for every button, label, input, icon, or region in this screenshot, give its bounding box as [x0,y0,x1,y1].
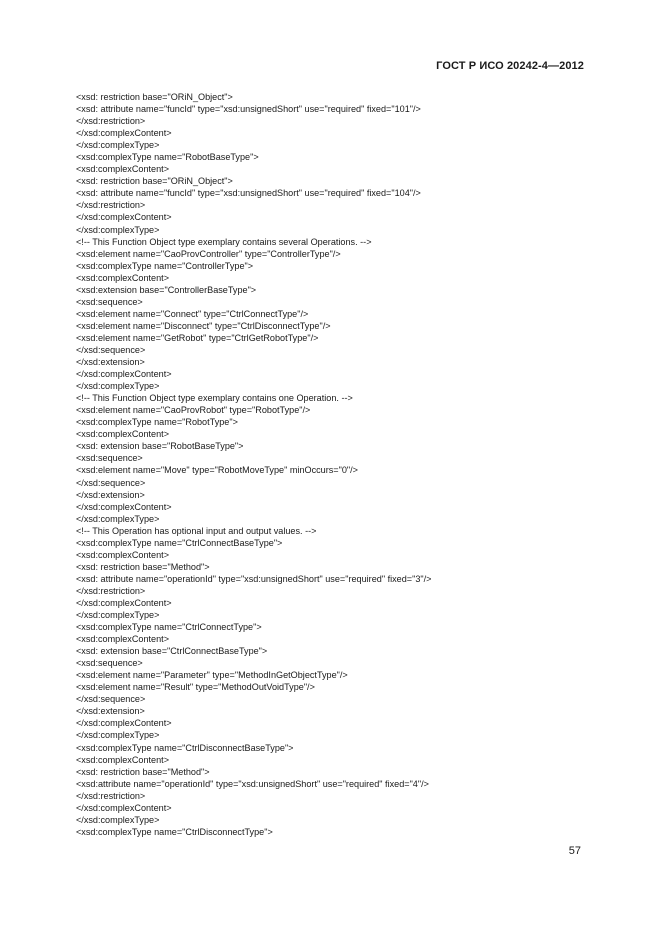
code-line: <xsd:complexType name="CtrlConnectBaseType"> [76,537,283,548]
code-line: <xsd:complexType name="ControllerType"> [76,260,254,271]
code-line: <xsd:element name="Connect" type="CtrlConnectType"/> [76,308,309,319]
code-line: </xsd:complexContent> [76,128,172,139]
code-line: </xsd:restriction> [76,585,146,596]
code-line: <xsd: restriction base="ORiN_Object"> [76,92,233,102]
code-line: <xsd:extension base="ControllerBaseType"> [76,284,257,295]
code-line: <xsd: attribute name="funcId" type="xsd:unsignedShort" use="required" fixed="104"/> [76,188,421,199]
code-line: </xsd:complexType> [76,381,160,392]
code-line: <xsd:complexType name="CtrlDisconnectType"> [76,826,273,837]
code-line: </xsd:sequence> [76,694,146,705]
code-line: <xsd:element name="Disconnect" type="CtrlDisconnectType"/> [76,320,331,331]
code-line: </xsd:complexContent> [76,597,172,608]
code-line: </xsd:complexType> [76,513,160,524]
code-line: </xsd:extension> [76,706,145,717]
code-line: </xsd:complexContent> [76,718,172,729]
code-line: <xsd:complexContent> [76,549,170,560]
code-line: </xsd:extension> [76,357,145,368]
xsd-code-listing [76,91,616,838]
code-line: </xsd:complexContent> [76,802,172,813]
code-line: <!-- This Function Object type exemplary contains several Operations. --> [76,236,372,247]
code-line: </xsd:complexType> [76,224,160,235]
code-line: <xsd:sequence> [76,296,143,307]
code-line: <xsd:element name="GetRobot" type="CtrlGetRobotType"/> [76,332,319,343]
code-line: <xsd:complexContent> [76,754,170,765]
code-line: <xsd:complexType name="CtrlConnectType"> [76,622,262,633]
code-line: <xsd: restriction base="Method"> [76,766,210,777]
code-line: <xsd:sequence> [76,453,143,464]
code-line: <xsd: restriction base="ORiN_Object"> [76,176,233,187]
document-header: ГОСТ Р ИСО 20242-4—2012 [436,60,584,72]
code-line: <xsd:element name="Move" type="RobotMoveType" minOccurs="0"/> [76,465,358,476]
code-line: <xsd:complexContent> [76,164,170,175]
code-line: </xsd:complexContent> [76,501,172,512]
code-line: <xsd:complexContent> [76,429,170,440]
code-line: <xsd: extension base="CtrlConnectBaseType"> [76,646,268,657]
code-line: </xsd:restriction> [76,790,146,801]
code-line: </xsd:restriction> [76,200,146,211]
code-line: </xsd:sequence> [76,477,146,488]
code-line: <xsd:element name="Result" type="MethodOutVoidType"/> [76,682,315,693]
code-line: <xsd:element name="Parameter" type="MethodInGetObjectType"/> [76,670,348,681]
code-line: <xsd:complexContent> [76,634,170,645]
code-line: <xsd: attribute name="operationId" type="xsd:unsignedShort" use="required" fixed="3"/> [76,573,432,584]
code-line: <xsd: attribute name="funcId" type="xsd:unsignedShort" use="required" fixed="101"/> [76,104,421,115]
code-line: </xsd:complexType> [76,730,160,741]
code-line: </xsd:complexType> [76,814,160,825]
code-line: </xsd:complexType> [76,140,160,151]
code-line: <xsd:attribute name="operationId" type="xsd:unsignedShort" use="required" fixed="4"/> [76,778,429,789]
code-line: </xsd:sequence> [76,344,146,355]
code-line: </xsd:extension> [76,489,145,500]
code-line: <xsd:complexType name="RobotBaseType"> [76,152,259,163]
code-line: <xsd:complexType name="RobotType"> [76,417,238,428]
code-line: <xsd: restriction base="Method"> [76,561,210,572]
code-line: <!-- This Operation has optional input and output values. --> [76,525,317,536]
code-line: <xsd:sequence> [76,658,143,669]
code-line: </xsd:complexContent> [76,212,172,223]
page-number: 57 [568,845,581,857]
code-line: <xsd:element name="CaoProvController" type="ControllerType"/> [76,248,341,259]
code-line: <xsd:complexContent> [76,272,170,283]
code-line: <xsd: extension base="RobotBaseType"> [76,441,244,452]
code-line: </xsd:restriction> [76,116,146,127]
code-line: <xsd:complexType name="CtrlDisconnectBaseType"> [76,742,294,753]
code-line: </xsd:complexContent> [76,369,172,380]
code-line: </xsd:complexType> [76,610,160,621]
code-line: <xsd:element name="CaoProvRobot" type="RobotType"/> [76,405,311,416]
code-line: <!-- This Function Object type exemplary contains one Operation. --> [76,393,353,404]
